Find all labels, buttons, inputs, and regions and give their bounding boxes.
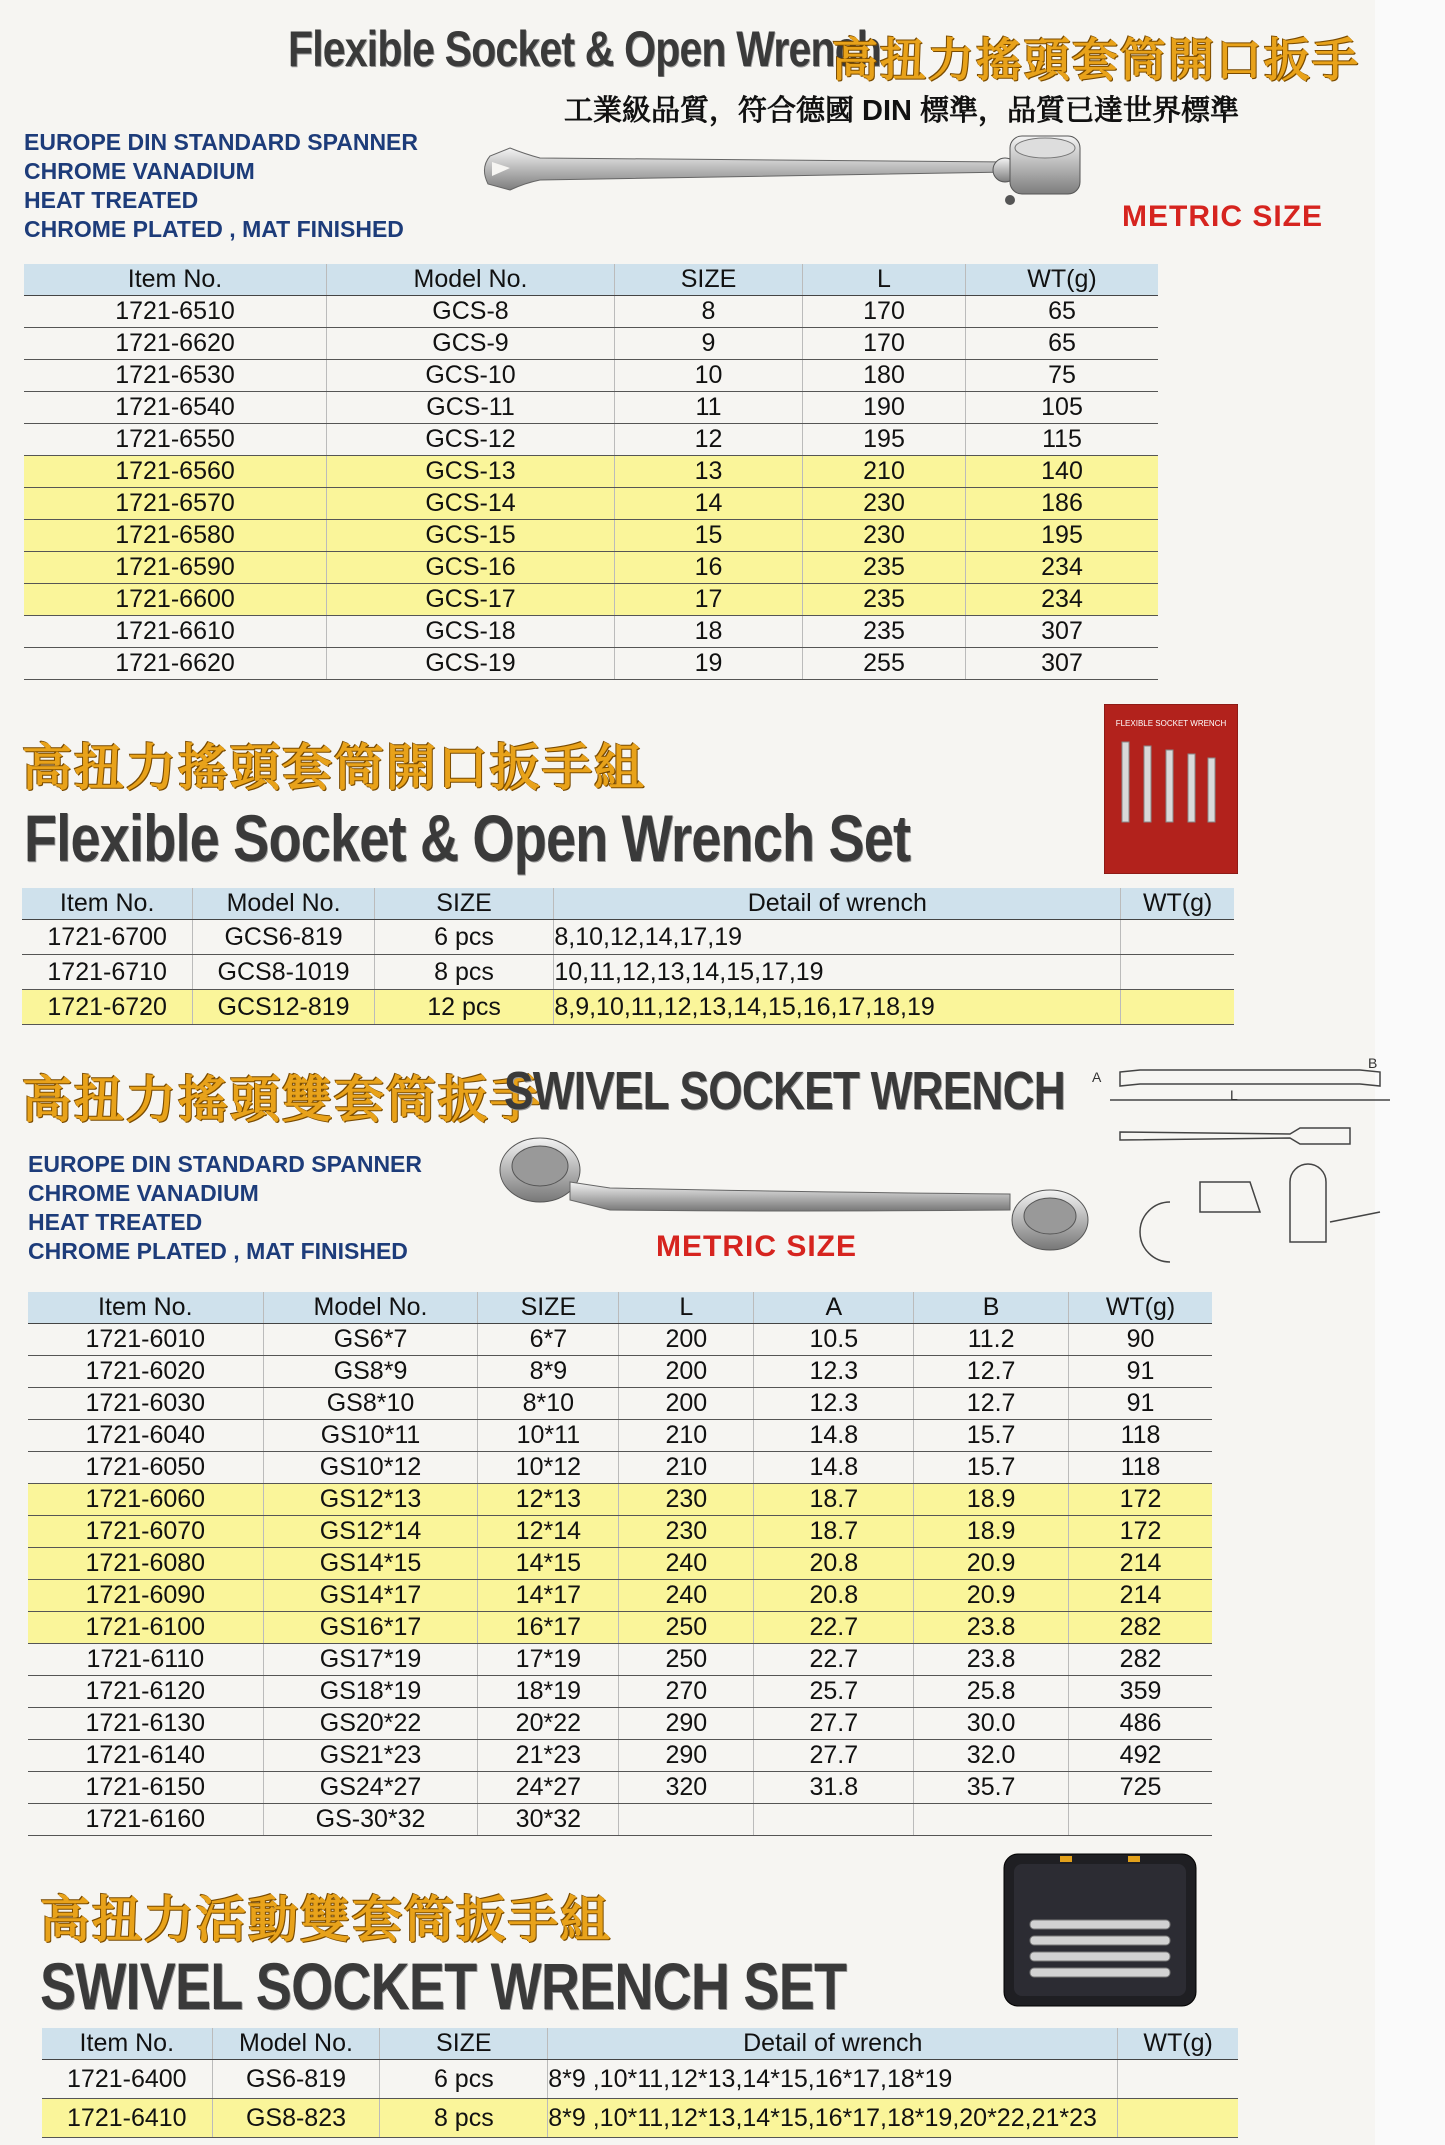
table-cell: 214	[1069, 1548, 1212, 1580]
table-cell: 234	[966, 552, 1159, 584]
table-cell: 32.0	[914, 1740, 1069, 1772]
section1-metric-label: METRIC SIZE	[1122, 200, 1324, 233]
table-cell	[1121, 920, 1234, 955]
table-cell: 1721-6560	[24, 456, 327, 488]
spec-line: CHROME PLATED , MAT FINISHED	[24, 216, 404, 242]
section3-title-zh: 高扭力搖頭雙套筒扳手	[22, 1072, 542, 1128]
table-cell: 290	[619, 1708, 754, 1740]
table-cell: 20*22	[478, 1708, 619, 1740]
table-cell: 30*32	[478, 1804, 619, 1836]
table-row	[28, 1804, 1212, 1836]
table-cell: 6 pcs	[380, 2060, 548, 2099]
spec-line: CHROME PLATED , MAT FINISHED	[28, 1238, 408, 1264]
spec-line: EUROPE DIN STANDARD SPANNER	[28, 1151, 423, 1177]
table-cell: 35.7	[914, 1772, 1069, 1804]
table-row	[28, 1676, 1212, 1708]
table-row	[28, 1548, 1212, 1580]
table-cell: 30.0	[914, 1708, 1069, 1740]
table-cell: GCS-10	[327, 360, 615, 392]
table-row	[42, 2060, 1238, 2099]
table-cell: GS20*22	[263, 1708, 478, 1740]
table-row	[28, 1388, 1212, 1420]
table-cell: 210	[619, 1420, 754, 1452]
spec-line: HEAT TREATED	[28, 1209, 203, 1235]
table-cell: 10	[615, 360, 803, 392]
section1-subtitle: 工業級品質，符合德國 DIN 標準，品質已達世界標準	[564, 95, 1240, 127]
table-row	[24, 552, 1158, 584]
table-cell: 18.9	[914, 1516, 1069, 1548]
table-cell: 1721-6110	[28, 1644, 263, 1676]
table-cell: 15.7	[914, 1420, 1069, 1452]
table-cell: GS18*19	[263, 1676, 478, 1708]
table-cell: 14.8	[754, 1420, 914, 1452]
table-cell: 172	[1069, 1484, 1212, 1516]
table-cell: 13	[615, 456, 803, 488]
table-cell: GS6*7	[263, 1324, 478, 1356]
table-row	[28, 1420, 1212, 1452]
table-cell: 18.7	[754, 1484, 914, 1516]
table-row	[28, 1708, 1212, 1740]
table-cell: 12*14	[478, 1516, 619, 1548]
table-cell: 8 pcs	[380, 2099, 548, 2138]
section2-table	[22, 888, 1234, 1025]
table-cell: 118	[1069, 1420, 1212, 1452]
table-cell: 170	[803, 296, 966, 328]
table-cell: 1721-6530	[24, 360, 327, 392]
table-cell: 20.9	[914, 1580, 1069, 1612]
table-cell: 1721-6100	[28, 1612, 263, 1644]
table-cell: 180	[803, 360, 966, 392]
table-cell: 200	[619, 1388, 754, 1420]
table-cell: 250	[619, 1612, 754, 1644]
table-cell: 14*17	[478, 1580, 619, 1612]
col-b: B	[914, 1292, 1069, 1324]
spec-line: CHROME VANADIUM	[28, 1180, 259, 1206]
table-cell: 6 pcs	[374, 920, 554, 955]
table-cell: 234	[966, 584, 1159, 616]
table-cell: 10,11,12,13,14,15,17,19	[554, 955, 1121, 990]
table-cell: 115	[966, 424, 1159, 456]
table-cell: 12	[615, 424, 803, 456]
table-cell: 1721-6700	[22, 920, 193, 955]
section2-title-en: Flexible Socket & Open Wrench Set	[24, 801, 911, 875]
table-cell: 25.7	[754, 1676, 914, 1708]
table-row	[28, 1580, 1212, 1612]
table-cell: 6*7	[478, 1324, 619, 1356]
table-cell	[619, 1804, 754, 1836]
table-cell: 1721-6720	[22, 990, 193, 1025]
table-cell: 22.7	[754, 1644, 914, 1676]
table-cell: 235	[803, 584, 966, 616]
table-cell: 195	[803, 424, 966, 456]
table-cell: GS14*15	[263, 1548, 478, 1580]
section2-title-zh: 高扭力搖頭套筒開口扳手組	[22, 740, 646, 796]
table-cell	[1118, 2060, 1238, 2099]
diagram-label-b: B	[1368, 1055, 1378, 1071]
table-cell: 15	[615, 520, 803, 552]
col-size: SIZE	[380, 2028, 548, 2060]
table-cell: 307	[966, 648, 1159, 680]
table-cell: 18	[615, 616, 803, 648]
table-cell: 8	[615, 296, 803, 328]
table-cell: 1721-6410	[42, 2099, 212, 2138]
col-size: SIZE	[615, 264, 803, 296]
table-cell: 12*13	[478, 1484, 619, 1516]
table-cell: 17	[615, 584, 803, 616]
table-cell: 1721-6160	[28, 1804, 263, 1836]
col-item-no: Item No.	[42, 2028, 212, 2060]
table-cell: 235	[803, 552, 966, 584]
table-cell: 214	[1069, 1580, 1212, 1612]
spec-line: HEAT TREATED	[24, 187, 199, 213]
table-cell: 18.7	[754, 1516, 914, 1548]
table-cell: 14	[615, 488, 803, 520]
table-cell: GCS-19	[327, 648, 615, 680]
table-cell: 270	[619, 1676, 754, 1708]
table-cell: 25.8	[914, 1676, 1069, 1708]
table-cell: 12.7	[914, 1356, 1069, 1388]
table-cell: 91	[1069, 1356, 1212, 1388]
table-row	[28, 1452, 1212, 1484]
table-cell: 230	[619, 1516, 754, 1548]
table-cell: GCS-11	[327, 392, 615, 424]
table-cell: 1721-6090	[28, 1580, 263, 1612]
table-row	[22, 955, 1234, 990]
table-row	[28, 1324, 1212, 1356]
col-wt: WT(g)	[1069, 1292, 1212, 1324]
col-item-no: Item No.	[28, 1292, 263, 1324]
table-cell: GS24*27	[263, 1772, 478, 1804]
table-row	[24, 648, 1158, 680]
table-row	[22, 920, 1234, 955]
table-cell: 210	[803, 456, 966, 488]
table-cell: 200	[619, 1324, 754, 1356]
table-cell: 8*9 ,10*11,12*13,14*15,16*17,18*19	[548, 2060, 1118, 2099]
flexible-wrench-image	[470, 128, 1110, 228]
table-cell: 14.8	[754, 1452, 914, 1484]
table-header-row	[42, 2028, 1238, 2060]
table-cell: 1721-6080	[28, 1548, 263, 1580]
table-cell: 250	[619, 1644, 754, 1676]
table-cell: 359	[1069, 1676, 1212, 1708]
table-body	[24, 296, 1158, 680]
table-cell: 1721-6400	[42, 2060, 212, 2099]
table-cell	[914, 1804, 1069, 1836]
table-cell: 230	[803, 488, 966, 520]
table-cell: 31.8	[754, 1772, 914, 1804]
table-row	[28, 1772, 1212, 1804]
table-cell: GS16*17	[263, 1612, 478, 1644]
table-cell: 1721-6600	[24, 584, 327, 616]
spec-line: CHROME VANADIUM	[24, 158, 255, 184]
col-size: SIZE	[374, 888, 554, 920]
table-cell: 230	[619, 1484, 754, 1516]
section4-title-zh: 高扭力活動雙套筒扳手組	[40, 1892, 612, 1948]
table-cell: 195	[966, 520, 1159, 552]
table-cell: 1721-6550	[24, 424, 327, 456]
table-cell: 20.8	[754, 1548, 914, 1580]
table-cell: 118	[1069, 1452, 1212, 1484]
table-cell: 10*12	[478, 1452, 619, 1484]
table-cell: 18.9	[914, 1484, 1069, 1516]
section1-title-zh: 高扭力搖頭套筒開口扳手	[832, 34, 1360, 86]
table-row	[24, 456, 1158, 488]
table-cell: 1721-6030	[28, 1388, 263, 1420]
table-cell: 22.7	[754, 1612, 914, 1644]
section3-specs	[28, 1150, 422, 1266]
table-cell: 8*9 ,10*11,12*13,14*15,16*17,18*19,20*22,21*23	[548, 2099, 1118, 2138]
table-cell: 90	[1069, 1324, 1212, 1356]
wrench-set-pouch-image	[1104, 704, 1238, 874]
table-cell: GCS-17	[327, 584, 615, 616]
table-cell: 1721-6620	[24, 328, 327, 360]
table-cell: 10.5	[754, 1324, 914, 1356]
table-cell: 1721-6040	[28, 1420, 263, 1452]
table-cell: 11	[615, 392, 803, 424]
section3-metric-label: METRIC SIZE	[656, 1230, 858, 1263]
table-cell: 12 pcs	[374, 990, 554, 1025]
table-cell: 12.7	[914, 1388, 1069, 1420]
table-cell: 8*10	[478, 1388, 619, 1420]
table-row	[24, 296, 1158, 328]
table-row	[42, 2099, 1238, 2138]
table-cell: 1721-6010	[28, 1324, 263, 1356]
table-row	[24, 360, 1158, 392]
table-cell: 1721-6020	[28, 1356, 263, 1388]
table-cell: 8 pcs	[374, 955, 554, 990]
section1-title-en: Flexible Socket & Open Wrench	[288, 21, 881, 77]
table-cell: GS6-819	[212, 2060, 380, 2099]
table-cell: GCS-8	[327, 296, 615, 328]
table-cell	[1069, 1804, 1212, 1836]
table-cell: GCS-14	[327, 488, 615, 520]
col-model-no: Model No.	[193, 888, 374, 920]
table-cell: 172	[1069, 1516, 1212, 1548]
table-cell: GCS-12	[327, 424, 615, 456]
table-cell: GS8*10	[263, 1388, 478, 1420]
table-cell: 186	[966, 488, 1159, 520]
table-cell: GS10*11	[263, 1420, 478, 1452]
table-cell: 24*27	[478, 1772, 619, 1804]
table-row	[22, 990, 1234, 1025]
table-cell: 1721-6060	[28, 1484, 263, 1516]
col-a: A	[754, 1292, 914, 1324]
table-cell: 1721-6580	[24, 520, 327, 552]
table-cell: 1721-6130	[28, 1708, 263, 1740]
table-cell: 230	[803, 520, 966, 552]
table-cell: GS8*9	[263, 1356, 478, 1388]
table-cell: 1721-6620	[24, 648, 327, 680]
table-cell: GS8-823	[212, 2099, 380, 2138]
table-cell: 21*23	[478, 1740, 619, 1772]
table-cell	[1118, 2099, 1238, 2138]
table-cell: 12.3	[754, 1356, 914, 1388]
table-cell: 1721-6120	[28, 1676, 263, 1708]
table-cell: GS12*13	[263, 1484, 478, 1516]
section4-title-en: SWIVEL SOCKET WRENCH SET	[40, 1949, 847, 2023]
table-cell: 1721-6050	[28, 1452, 263, 1484]
table-cell: 65	[966, 296, 1159, 328]
table-cell: 65	[966, 328, 1159, 360]
col-detail: Detail of wrench	[548, 2028, 1118, 2060]
table-cell: 255	[803, 648, 966, 680]
pouch-label: FLEXIBLE SOCKET WRENCH	[1115, 719, 1227, 728]
table-cell: 8,10,12,14,17,19	[554, 920, 1121, 955]
diagram-label-a: A	[1092, 1069, 1102, 1085]
col-wt: WT(g)	[1121, 888, 1234, 920]
table-cell: 282	[1069, 1644, 1212, 1676]
section1-specs	[24, 128, 418, 244]
table-cell: 27.7	[754, 1708, 914, 1740]
table-cell: 20.9	[914, 1548, 1069, 1580]
table-cell: 12.3	[754, 1388, 914, 1420]
table-cell: 8,9,10,11,12,13,14,15,16,17,18,19	[554, 990, 1121, 1025]
table-cell: 1721-6540	[24, 392, 327, 424]
table-cell: GCS8-1019	[193, 955, 374, 990]
table-row	[28, 1356, 1212, 1388]
table-cell: 91	[1069, 1388, 1212, 1420]
col-item-no: Item No.	[22, 888, 193, 920]
table-cell: 16	[615, 552, 803, 584]
table-cell: GCS-13	[327, 456, 615, 488]
table-row	[28, 1644, 1212, 1676]
table-cell: 290	[619, 1740, 754, 1772]
col-item-no: Item No.	[24, 264, 327, 296]
table-row	[24, 488, 1158, 520]
table-cell: 320	[619, 1772, 754, 1804]
table-cell: 27.7	[754, 1740, 914, 1772]
table-cell: GCS12-819	[193, 990, 374, 1025]
table-cell: 235	[803, 616, 966, 648]
section4-table	[42, 2028, 1238, 2138]
table-cell: 1721-6590	[24, 552, 327, 584]
table-cell: 1721-6510	[24, 296, 327, 328]
col-model-no: Model No.	[263, 1292, 478, 1324]
table-row	[24, 424, 1158, 456]
table-cell: 23.8	[914, 1612, 1069, 1644]
table-cell: 20.8	[754, 1580, 914, 1612]
table-cell: 19	[615, 648, 803, 680]
section1-table	[24, 264, 1158, 680]
table-cell: 240	[619, 1580, 754, 1612]
table-cell: 725	[1069, 1772, 1212, 1804]
table-cell: 23.8	[914, 1644, 1069, 1676]
table-cell: GCS-16	[327, 552, 615, 584]
table-cell: 8*9	[478, 1356, 619, 1388]
col-size: SIZE	[478, 1292, 619, 1324]
table-body	[28, 1324, 1212, 1836]
table-cell: 240	[619, 1548, 754, 1580]
table-row	[24, 520, 1158, 552]
table-cell: 307	[966, 616, 1159, 648]
table-cell: GS21*23	[263, 1740, 478, 1772]
table-cell: GS14*17	[263, 1580, 478, 1612]
wrench-set-case-image	[1000, 1850, 1200, 2010]
table-cell: 18*19	[478, 1676, 619, 1708]
table-cell: 14*15	[478, 1548, 619, 1580]
col-model-no: Model No.	[327, 264, 615, 296]
col-l: L	[619, 1292, 754, 1324]
dimension-diagram	[1090, 1052, 1390, 1282]
table-cell: 170	[803, 328, 966, 360]
table-cell: 10*11	[478, 1420, 619, 1452]
table-cell: 1721-6570	[24, 488, 327, 520]
table-cell: GS12*14	[263, 1516, 478, 1548]
table-cell: 75	[966, 360, 1159, 392]
table-cell: 486	[1069, 1708, 1212, 1740]
table-cell: 282	[1069, 1612, 1212, 1644]
table-row	[24, 328, 1158, 360]
section3-title-en: SWIVEL SOCKET WRENCH	[504, 1061, 1065, 1121]
table-cell	[1121, 955, 1234, 990]
table-cell: 105	[966, 392, 1159, 424]
table-cell	[1121, 990, 1234, 1025]
table-cell: 11.2	[914, 1324, 1069, 1356]
table-header-row	[22, 888, 1234, 920]
table-row	[24, 584, 1158, 616]
table-cell: 1721-6070	[28, 1516, 263, 1548]
table-cell: GCS-15	[327, 520, 615, 552]
table-cell: 16*17	[478, 1612, 619, 1644]
table-cell	[754, 1804, 914, 1836]
table-cell: 1721-6710	[22, 955, 193, 990]
table-row	[28, 1740, 1212, 1772]
table-row	[28, 1612, 1212, 1644]
table-cell: GCS-9	[327, 328, 615, 360]
spec-line: EUROPE DIN STANDARD SPANNER	[24, 129, 419, 155]
col-model-no: Model No.	[212, 2028, 380, 2060]
table-cell: 200	[619, 1356, 754, 1388]
table-cell: 492	[1069, 1740, 1212, 1772]
table-header-row	[24, 264, 1158, 296]
table-cell: GS17*19	[263, 1644, 478, 1676]
section3-table	[28, 1292, 1212, 1836]
table-cell: 1721-6610	[24, 616, 327, 648]
table-cell: GCS6-819	[193, 920, 374, 955]
table-cell: 15.7	[914, 1452, 1069, 1484]
table-row	[28, 1484, 1212, 1516]
table-cell: 9	[615, 328, 803, 360]
table-cell: 140	[966, 456, 1159, 488]
table-cell: GCS-18	[327, 616, 615, 648]
table-cell: 1721-6150	[28, 1772, 263, 1804]
table-row	[24, 392, 1158, 424]
table-cell: GS10*12	[263, 1452, 478, 1484]
col-wt: WT(g)	[966, 264, 1159, 296]
table-cell: 17*19	[478, 1644, 619, 1676]
table-cell: 210	[619, 1452, 754, 1484]
table-header-row	[28, 1292, 1212, 1324]
table-cell: 190	[803, 392, 966, 424]
col-wt: WT(g)	[1118, 2028, 1238, 2060]
table-row	[24, 616, 1158, 648]
diagram-label-l: L	[1230, 1087, 1238, 1103]
table-body	[42, 2060, 1238, 2138]
col-l: L	[803, 264, 966, 296]
table-row	[28, 1516, 1212, 1548]
table-body	[22, 920, 1234, 1025]
col-detail: Detail of wrench	[554, 888, 1121, 920]
table-cell: 1721-6140	[28, 1740, 263, 1772]
table-cell: GS-30*32	[263, 1804, 478, 1836]
